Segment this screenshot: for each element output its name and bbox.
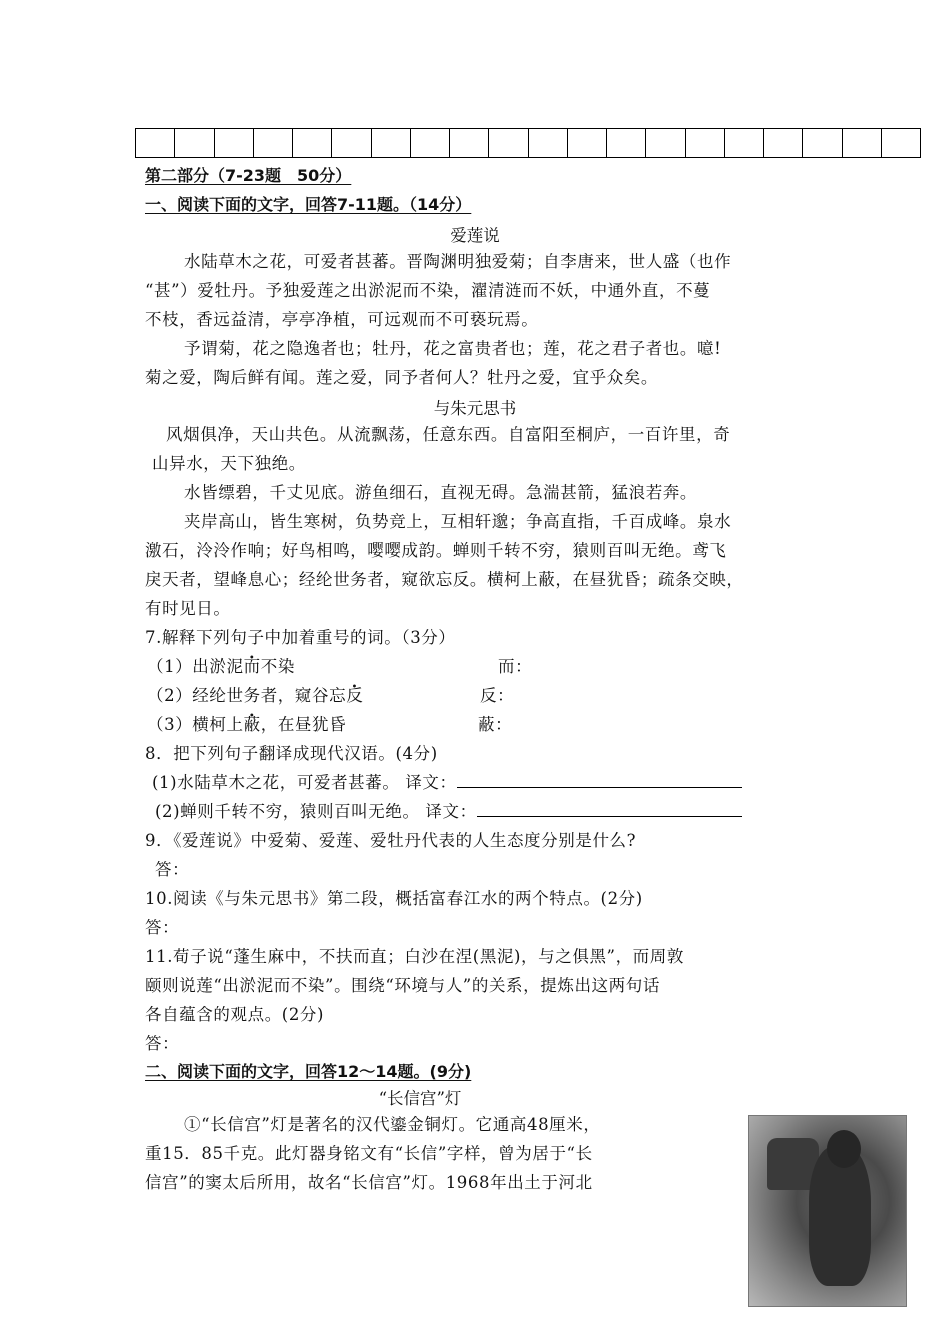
answer-cell[interactable] (529, 129, 568, 157)
text3-line: ①“长信宫”灯是著名的汉代鎏金铜灯。它通高48厘米， (184, 1115, 601, 1134)
q9-stem: 9．《爱莲说》中爱菊、爱莲、爱牡丹代表的人生态度分别是什么? (145, 831, 637, 850)
q10-stem: 10.阅读《与朱元思书》第二段，概括富春江水的两个特点。(2分) (145, 889, 643, 908)
answer-cell[interactable] (215, 129, 254, 157)
q7-item-1: （1）出淤泥而不染 (147, 657, 295, 676)
text1-line: “甚”）爱牡丹。予独爱莲之出淤泥而不染，濯清涟而不妖，中通外直，不蔓 (145, 281, 711, 300)
text2-line: 水皆缥碧，千丈见底。游鱼细石，直视无碍。急湍甚箭，猛浪若奔。 (184, 483, 697, 502)
q7-stem: 7.解释下列句子中加着重号的词。（3分） (145, 628, 456, 647)
answer-grid (135, 128, 921, 158)
q11-line: 各自蕴含的观点。(2分) (145, 1005, 325, 1024)
answer-cell[interactable] (254, 129, 293, 157)
q7-answer-key-2: 反： (480, 686, 515, 705)
text2-line: 有时见日。 (145, 599, 231, 618)
text1-line: 菊之爱，陶后鲜有闻。莲之爱，同予者何人？牡丹之爱，宜乎众矣。 (145, 368, 658, 387)
answer-cell[interactable] (686, 129, 725, 157)
emphasis-dot: 蔽 (243, 715, 261, 734)
q7-item-2: （2）经纶世务者，窥谷忘反 (147, 686, 364, 705)
translation-blank[interactable] (457, 769, 742, 788)
answer-cell[interactable] (411, 129, 450, 157)
text2-line: 激石，泠泠作响；好鸟相鸣，嘤嘤成韵。蝉则千转不穷，猿则百叫无绝。鸢飞 (145, 541, 727, 560)
q11-line: 颐则说莲“出淤泥而不染”。围绕“环境与人”的关系，提炼出这两句话 (145, 976, 660, 995)
q8-item-1: (1)水陆草木之花，可爱者甚蕃。 译文： (152, 768, 742, 797)
text1-line: 予谓菊，花之隐逸者也；牡丹，花之富贵者也；莲，花之君子者也。噫! (184, 339, 722, 358)
answer-cell[interactable] (882, 129, 920, 157)
q8-item-2: (2)蝉则千转不穷，猿则百叫无绝。 译文： (155, 797, 742, 826)
text3-title: “长信宫”灯 (378, 1089, 462, 1108)
text2-line: 风烟俱净，天山共色。从流飘荡，任意东西。自富阳至桐庐，一百许里，奇 (166, 425, 731, 444)
answer-cell[interactable] (764, 129, 803, 157)
answer-cell[interactable] (803, 129, 842, 157)
answer-cell[interactable] (489, 129, 528, 157)
emphasis-dot: 反 (346, 686, 364, 705)
q8-stem: 8．把下列句子翻译成现代汉语。(4分) (145, 744, 438, 763)
answer-cell[interactable] (450, 129, 489, 157)
text3-line: 重15．85千克。此灯器身铭文有“长信”字样，曾为居于“长 (145, 1144, 593, 1163)
part2-header: 第二部分（7-23题 50分） (145, 166, 352, 185)
answer-cell[interactable] (293, 129, 332, 157)
text2-title: 与朱元思书 (433, 399, 517, 418)
answer-cell[interactable] (175, 129, 214, 157)
q11-answer: 答： (145, 1034, 180, 1053)
answer-cell[interactable] (372, 129, 411, 157)
text1-line: 水陆草木之花，可爱者甚蕃。晋陶渊明独爱菊；自李唐来，世人盛（也作 (184, 252, 732, 271)
answer-cell[interactable] (136, 129, 175, 157)
emphasis-dot: 而 (243, 657, 261, 676)
text2-line: 山异水，天下独绝。 (152, 454, 306, 473)
q10-answer: 答： (145, 918, 180, 937)
answer-cell[interactable] (725, 129, 764, 157)
translation-blank[interactable] (477, 798, 742, 817)
text2-line: 戾天者，望峰息心；经纶世务者，窥欲忘反。横柯上蔽，在昼犹昏；疏条交映， (145, 570, 744, 589)
text1-title: 爱莲说 (450, 226, 500, 245)
q7-answer-key-1: 而： (498, 657, 533, 676)
text1-line: 不枝，香远益清，亭亭净植，可远观而不可亵玩焉。 (145, 310, 539, 329)
answer-cell[interactable] (607, 129, 646, 157)
q7-item-3: （3）横柯上蔽，在昼犹昏 (147, 715, 347, 734)
answer-cell[interactable] (843, 129, 882, 157)
answer-cell[interactable] (332, 129, 371, 157)
text2-line: 夹岸高山，皆生寒树，负势竞上，互相轩邈；争高直指，千百成峰。泉水 (184, 512, 732, 531)
text3-line: 信宫”的窦太后所用，故名“长信宫”灯。1968年出土于河北 (145, 1173, 593, 1192)
answer-cell[interactable] (568, 129, 607, 157)
section1-heading: 一、阅读下面的文字，回答7-11题。（14分） (145, 195, 472, 214)
q9-answer: 答： (155, 860, 190, 879)
answer-cell[interactable] (646, 129, 685, 157)
lamp-photo (748, 1115, 907, 1307)
q7-answer-key-3: 蔽： (478, 715, 513, 734)
q11-line: 11.荀子说“蓬生麻中，不扶而直；白沙在涅(黑泥)，与之俱黑”，而周敦 (145, 947, 684, 966)
section2-heading: 二、阅读下面的文字，回答12～14题。(9分) (145, 1062, 472, 1081)
